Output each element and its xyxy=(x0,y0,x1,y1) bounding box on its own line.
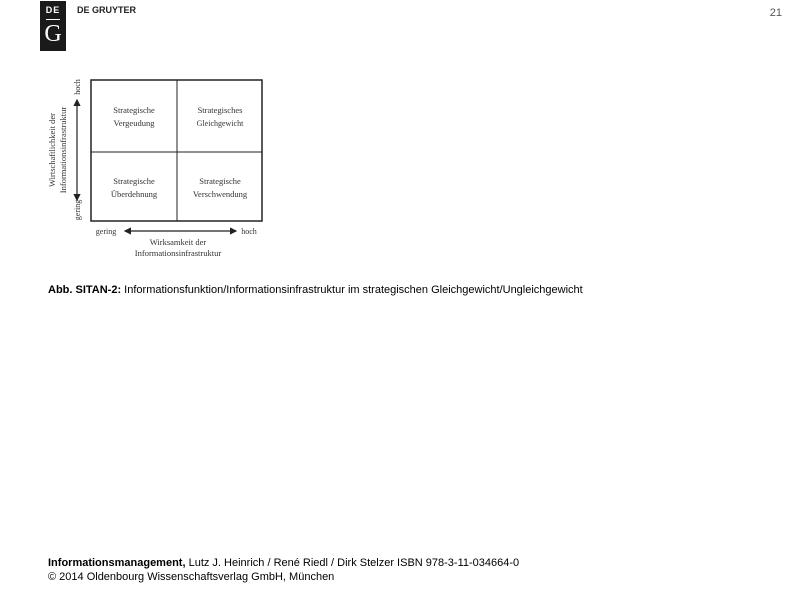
x-axis-title-line1: Wirksamkeit der xyxy=(149,237,207,247)
logo-g-text: G xyxy=(44,21,62,47)
cell-top-left-line2: Vergeudung xyxy=(113,118,155,128)
footer-copyright: © 2014 Oldenbourg Wissenschaftsverlag GmbH, München xyxy=(48,571,335,583)
cell-top-left-line1: Strategische xyxy=(113,105,155,115)
x-axis-title-line2: Informationsinfrastruktur xyxy=(134,248,222,258)
footer-citation xyxy=(48,557,519,569)
y-axis-high-label: hoch xyxy=(73,79,82,95)
cell-top-right-line1: Strategisches xyxy=(197,105,243,115)
book-title: Informationsmanagement, xyxy=(48,557,186,569)
y-axis-title-line2: Informationsinfrastruktur xyxy=(58,106,68,194)
cell-bottom-right-line1: Strategische xyxy=(199,176,241,186)
logo-de-text: DE xyxy=(45,5,61,15)
x-axis-high-label: hoch xyxy=(241,227,257,236)
figure-caption xyxy=(48,284,583,296)
caption-label: Abb. SITAN-2: xyxy=(48,284,122,296)
publisher-name: DE GRUYTER xyxy=(77,5,137,15)
page-number: 21 xyxy=(769,7,782,19)
cell-bottom-left-line1: Strategische xyxy=(113,176,155,186)
cell-top-right-line2: Gleichgewicht xyxy=(196,119,244,128)
cell-bottom-left-line2: Überdehnung xyxy=(110,189,158,199)
y-axis-title-line1: Wirtschaftlichkeit der xyxy=(47,112,57,188)
book-authors-isbn: Lutz J. Heinrich / René Riedl / Dirk Stelzer ISBN 978-3-11-034664-0 xyxy=(185,557,520,569)
y-axis-low-label: gering xyxy=(73,199,82,221)
cell-bottom-right-line2: Verschwendung xyxy=(192,189,248,199)
x-axis-low-label: gering xyxy=(95,227,117,236)
caption-text: Informationsfunktion/Informationsinfrastruktur im strategischen Gleichgewicht/Ungleichgewicht xyxy=(121,284,583,296)
